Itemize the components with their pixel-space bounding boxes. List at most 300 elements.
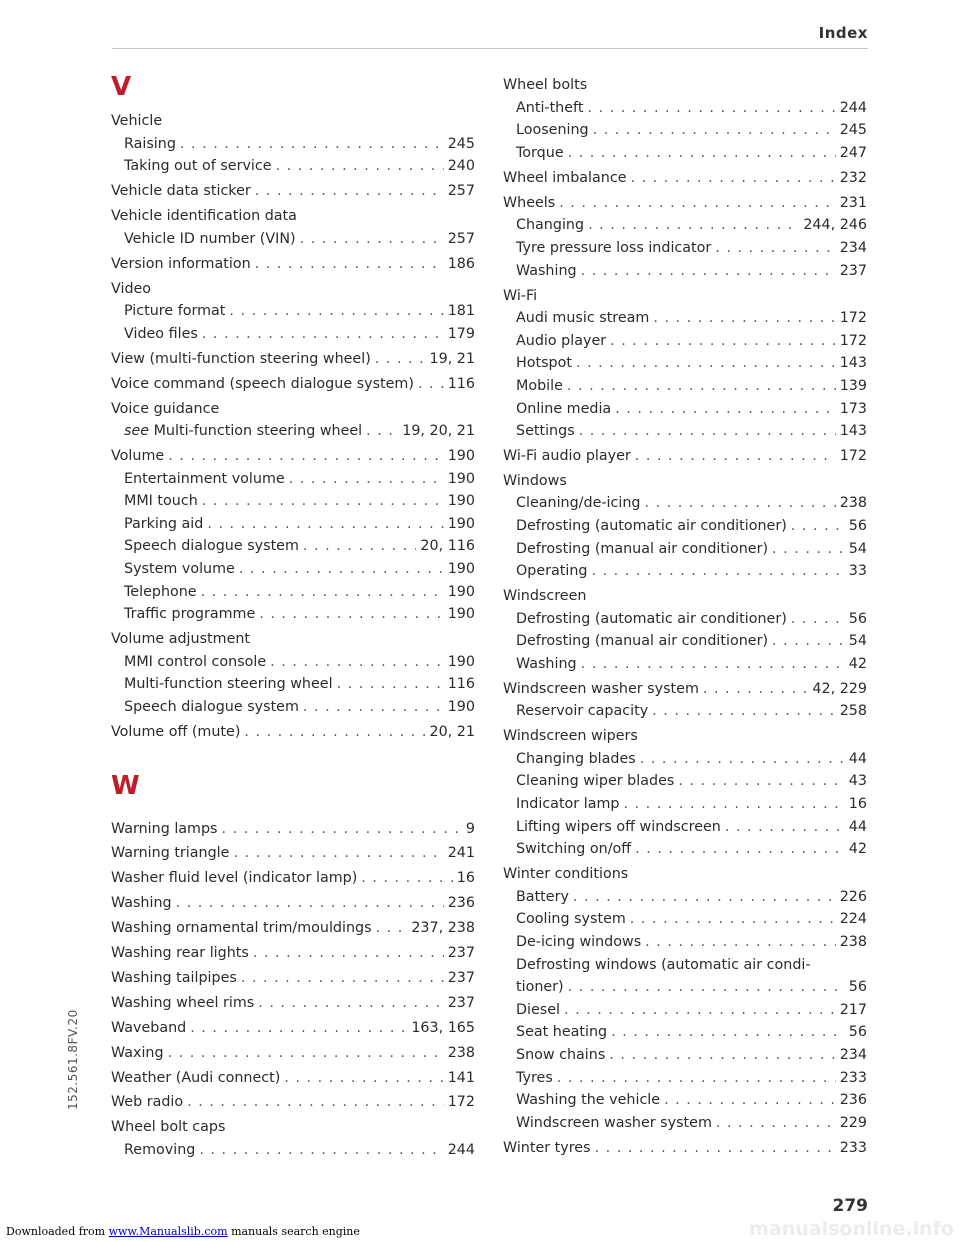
index-subentry [111, 696, 475, 719]
entry-label [516, 700, 648, 723]
dot-leader [202, 490, 444, 513]
entry-label [124, 420, 362, 443]
document-code: 152.561.8FV.20 [66, 1009, 80, 1110]
dot-leader [289, 468, 444, 491]
entry-label [124, 490, 198, 513]
entry-text: Cleaning/de-icing [516, 495, 641, 512]
index-subentry [503, 97, 867, 120]
index-entry [503, 285, 867, 308]
entry-text: Wheel bolts [503, 77, 588, 94]
index-subentry [111, 323, 475, 346]
entry-label [124, 558, 235, 581]
dot-leader [557, 1067, 836, 1090]
entry-text: De-icing windows [516, 933, 642, 950]
entry-label [111, 1116, 225, 1139]
index-subentry [503, 307, 867, 330]
entry-pages: 240 [447, 158, 475, 175]
dot-leader [253, 942, 444, 965]
index-entry [111, 628, 475, 651]
dot-leader [653, 307, 835, 330]
dot-leader [791, 515, 845, 538]
dot-leader [202, 323, 444, 346]
index-subentry [503, 560, 867, 583]
entry-text: Volume off (mute) [111, 723, 241, 740]
dot-leader [568, 976, 845, 999]
entry-pages: 237 [447, 994, 475, 1011]
dot-leader [222, 818, 462, 841]
entry-pages: 231 [839, 194, 867, 211]
index-entry [111, 1067, 475, 1090]
dot-leader [176, 892, 444, 915]
entry-pages: 190 [447, 515, 475, 532]
index-subentry [111, 581, 475, 604]
dot-leader [635, 445, 836, 468]
index-subentry [111, 673, 475, 696]
index-subentry [503, 515, 867, 538]
index-subentry [503, 770, 867, 793]
dot-leader [180, 133, 444, 156]
entry-text: Voice command (speech dialogue system) [111, 375, 414, 392]
entry-label [503, 285, 537, 308]
dot-leader [361, 867, 453, 890]
dot-leader [207, 513, 443, 536]
entry-text: Windscreen [503, 588, 587, 605]
entry-pages: 244, 246 [803, 217, 867, 234]
index-subentry [503, 492, 867, 515]
index-subentry [503, 330, 867, 353]
entry-text: Diesel [516, 1001, 560, 1018]
entry-label [111, 721, 240, 744]
entry-label [516, 653, 577, 676]
entry-label [111, 398, 219, 421]
index-subentry [503, 375, 867, 398]
entry-text: Traffic programme [124, 606, 256, 623]
entry-pages: 245 [839, 122, 867, 139]
entry-text: Warning lamps [111, 820, 218, 837]
index-subentry [111, 155, 475, 178]
entry-label [516, 931, 641, 954]
entry-label [111, 628, 250, 651]
index-subentry [503, 1089, 867, 1112]
entry-text: View (multi-function steering wheel) [111, 350, 371, 367]
entry-pages: 163, 165 [411, 1019, 475, 1036]
entry-text: Defrosting windows (automatic air condi- [516, 956, 811, 973]
entry-label [111, 445, 164, 468]
entry-label [111, 842, 229, 865]
entry-pages: 237, 238 [411, 920, 475, 937]
entry-text: Vehicle [111, 113, 163, 130]
index-entry [111, 398, 475, 421]
entry-text: Hotspot [516, 355, 572, 372]
entry-text: Online media [516, 400, 612, 417]
entry-pages: 238 [839, 495, 867, 512]
dot-leader [199, 1139, 443, 1162]
entry-text: Windscreen wipers [503, 728, 638, 745]
entry-pages: 232 [839, 169, 867, 186]
entry-label [111, 992, 254, 1015]
entry-text: Weather (Audi connect) [111, 1069, 281, 1086]
dot-leader [375, 348, 426, 371]
entry-pages: 217 [839, 1001, 867, 1018]
page-title: Index [818, 24, 868, 42]
dot-leader [640, 748, 845, 771]
dot-leader [255, 180, 444, 203]
entry-label [124, 133, 176, 156]
entry-label [516, 142, 564, 165]
dot-leader [652, 700, 836, 723]
entry-pages: 143 [839, 423, 867, 440]
entry-text: Anti-theft [516, 99, 584, 116]
index-subentry [111, 420, 475, 443]
index-entry [503, 445, 867, 468]
entry-label [124, 228, 296, 251]
index-subentry [503, 748, 867, 771]
dot-leader [579, 420, 836, 443]
dot-leader [581, 260, 836, 283]
dot-leader [284, 1067, 443, 1090]
entry-text: Defrosting (manual air conditioner) [516, 633, 769, 650]
entry-label [111, 253, 251, 276]
index-entry [111, 1116, 475, 1139]
dot-leader [303, 535, 417, 558]
dot-leader [303, 696, 444, 719]
entry-text: Washing [516, 262, 577, 279]
entry-label [124, 468, 285, 491]
entry-label [516, 1089, 660, 1112]
entry-text: Defrosting (manual air conditioner) [516, 540, 769, 557]
dot-leader [703, 678, 809, 701]
entry-label [516, 816, 721, 839]
entry-text: Switching on/off [516, 841, 632, 858]
dot-leader [168, 445, 444, 468]
index-entry [111, 818, 475, 841]
dot-leader [255, 253, 444, 276]
entry-label [516, 214, 584, 237]
dot-leader [190, 1017, 407, 1040]
entry-text: Multi-function steering wheel [153, 423, 363, 440]
entry-text: Seat heating [516, 1024, 608, 1041]
dot-leader [635, 838, 845, 861]
entry-pages: 54 [848, 633, 867, 650]
index-entry [503, 725, 867, 748]
dot-leader [611, 1021, 845, 1044]
entry-text: Winter conditions [503, 866, 629, 883]
index-subentry [111, 300, 475, 323]
entry-text: Washing wheel rims [111, 994, 255, 1011]
dot-leader [559, 192, 835, 215]
entry-label [111, 818, 218, 841]
entry-pages: 56 [848, 610, 867, 627]
entry-label [516, 1021, 607, 1044]
entry-label [516, 748, 636, 771]
entry-label [124, 603, 255, 626]
entry-text: Operating [516, 563, 588, 580]
index-subentry [111, 228, 475, 251]
index-entry [111, 110, 475, 133]
entry-pages: 190 [447, 698, 475, 715]
entry-text: Washer fluid level (indicator lamp) [111, 870, 358, 887]
entry-text: Video [111, 280, 152, 297]
entry-pages: 244 [839, 99, 867, 116]
entry-text: Warning triangle [111, 845, 230, 862]
index-subentry [111, 468, 475, 491]
entry-label [503, 1137, 591, 1160]
entry-label [111, 348, 371, 371]
entry-pages: 179 [447, 325, 475, 342]
entry-label [503, 863, 628, 886]
entry-pages: 19, 21 [429, 350, 475, 367]
entry-label [111, 1067, 280, 1090]
entry-pages: 190 [447, 560, 475, 577]
entry-label [111, 942, 249, 965]
entry-pages: 56 [848, 1024, 867, 1041]
entry-text: Vehicle identification data [111, 208, 297, 225]
index-entry [111, 1042, 475, 1065]
entry-label [503, 678, 699, 701]
entry-text: Defrosting (automatic air conditioner) [516, 518, 787, 535]
entry-text: Taking out of service [124, 158, 272, 175]
entry-pages: 16 [848, 796, 867, 813]
entry-pages: 236 [839, 1092, 867, 1109]
entry-pages: 257 [447, 230, 475, 247]
dot-leader [664, 1089, 836, 1112]
entry-pages: 16 [456, 870, 475, 887]
dot-leader [715, 237, 835, 260]
index-subentry [111, 603, 475, 626]
entry-label [124, 513, 203, 536]
entry-label [111, 278, 151, 301]
entry-pages: 234 [839, 1046, 867, 1063]
entry-pages: 44 [848, 818, 867, 835]
entry-label [516, 608, 787, 631]
entry-text: Settings [516, 423, 575, 440]
entry-label [516, 492, 640, 515]
entry-pages: 172 [839, 447, 867, 464]
entry-pages: 190 [447, 493, 475, 510]
index-entry [503, 678, 867, 701]
index-subentry [503, 398, 867, 421]
entry-text: Wheel bolt caps [111, 1119, 226, 1136]
dot-leader [716, 1112, 836, 1135]
dot-leader [258, 992, 443, 1015]
entry-text: Winter tyres [503, 1139, 591, 1156]
entry-label [516, 97, 583, 120]
entry-label [111, 205, 297, 228]
dot-leader [573, 886, 836, 909]
entry-text: Reservoir capacity [516, 703, 649, 720]
download-notice [6, 1225, 360, 1238]
entry-text: Entertainment volume [124, 470, 285, 487]
entry-text: Version information [111, 255, 251, 272]
index-subentry [503, 608, 867, 631]
dot-leader [791, 608, 845, 631]
index-entry [111, 967, 475, 990]
entry-pages: 190 [447, 653, 475, 670]
entry-label [516, 908, 626, 931]
entry-pages: 173 [839, 400, 867, 417]
index-subentry [503, 886, 867, 909]
entry-label [111, 1042, 164, 1065]
index-entry [111, 721, 475, 744]
dot-leader [772, 630, 845, 653]
index-entry [503, 1137, 867, 1160]
entry-label [503, 167, 627, 190]
entry-text: MMI control console [124, 653, 267, 670]
entry-label [111, 110, 162, 133]
index-subentry [503, 237, 867, 260]
entry-text: Loosening [516, 122, 589, 139]
entry-label [516, 119, 589, 142]
dot-leader [587, 97, 835, 120]
entry-label [503, 445, 631, 468]
index-entry [111, 942, 475, 965]
manualslib-link[interactable]: www.Manualslib.com [108, 1225, 228, 1238]
entry-pages: 56 [848, 979, 867, 996]
entry-label [111, 180, 251, 203]
entry-pages: 258 [839, 703, 867, 720]
dot-leader [591, 560, 844, 583]
entry-label [124, 696, 299, 719]
index-subentry [503, 1067, 867, 1090]
entry-label [516, 838, 631, 861]
entry-text: Windscreen washer system [516, 1114, 712, 1131]
dot-leader [576, 352, 836, 375]
entry-label [516, 1067, 553, 1090]
entry-pages: 190 [447, 606, 475, 623]
index-subentry [111, 651, 475, 674]
entry-label [516, 420, 575, 443]
entry-label [124, 323, 198, 346]
entry-text: Waxing [111, 1044, 164, 1061]
entry-label [516, 260, 577, 283]
entry-label [516, 375, 563, 398]
download-prefix: Downloaded from [6, 1225, 106, 1238]
index-column-right [503, 72, 867, 1159]
entry-pages: 172 [447, 1094, 475, 1111]
see-reference: see [124, 423, 150, 440]
entry-pages: 42 [848, 655, 867, 672]
entry-pages: 116 [447, 375, 475, 392]
dot-leader [610, 330, 836, 353]
dot-leader [568, 142, 836, 165]
dot-leader [270, 651, 444, 674]
entry-label [124, 581, 197, 604]
entry-pages: 56 [848, 518, 867, 535]
entry-pages: 237 [839, 262, 867, 279]
entry-text: Picture format [124, 303, 226, 320]
entry-label [111, 373, 414, 396]
entry-text: Washing [516, 655, 577, 672]
entry-pages: 233 [839, 1139, 867, 1156]
entry-label [516, 1112, 712, 1135]
index-entry [503, 192, 867, 215]
index-subentry [503, 816, 867, 839]
entry-label [516, 398, 611, 421]
index-subentry [111, 535, 475, 558]
index-subentry [503, 260, 867, 283]
entry-pages: 42 [848, 841, 867, 858]
entry-text: Changing blades [516, 750, 636, 767]
index-entry [111, 1091, 475, 1114]
index-subentry [503, 1044, 867, 1067]
index-subentry [503, 420, 867, 443]
entry-pages: 143 [839, 355, 867, 372]
index-subentry [503, 954, 867, 977]
entry-text: System volume [124, 560, 235, 577]
entry-text: Web radio [111, 1094, 184, 1111]
entry-label [516, 560, 587, 583]
dot-leader [300, 228, 444, 251]
index-subentry [503, 538, 867, 561]
page-number: 279 [832, 1196, 868, 1216]
index-subentry [503, 119, 867, 142]
entry-label [503, 585, 586, 608]
entry-text: Lifting wipers off windscreen [516, 818, 721, 835]
entry-label [111, 1091, 183, 1114]
entry-pages: 42, 229 [812, 680, 867, 697]
entry-pages: 19, 20, 21 [402, 423, 475, 440]
dot-leader [233, 842, 443, 865]
entry-label [503, 725, 638, 748]
index-entry [111, 278, 475, 301]
entry-label [516, 630, 768, 653]
entry-text: Cleaning wiper blades [516, 773, 675, 790]
entry-pages: 54 [848, 540, 867, 557]
entry-pages: 20, 21 [429, 723, 475, 740]
dot-leader [168, 1042, 444, 1065]
dot-leader [567, 375, 836, 398]
entry-label [516, 976, 564, 999]
index-subentry [111, 133, 475, 156]
entry-label [124, 1139, 195, 1162]
index-entry [111, 205, 475, 228]
index-column-left [111, 72, 475, 1161]
entry-text: Washing ornamental trim/mouldings [111, 920, 372, 937]
entry-text: Wi-Fi [503, 287, 538, 304]
entry-pages: 245 [447, 135, 475, 152]
dot-leader [187, 1091, 444, 1114]
index-subentry [111, 1139, 475, 1162]
entry-label [516, 793, 619, 816]
dot-leader [241, 967, 444, 990]
entry-text: Multi-function steering wheel [124, 676, 333, 693]
entry-text: Vehicle ID number (VIN) [124, 230, 296, 247]
entry-label [111, 1017, 186, 1040]
index-entry [111, 253, 475, 276]
dot-leader [593, 119, 836, 142]
entry-label [124, 651, 266, 674]
entry-label [124, 535, 299, 558]
dot-leader [595, 1137, 836, 1160]
index-entry [111, 892, 475, 915]
entry-text: Vehicle data sticker [111, 183, 251, 200]
dot-leader [564, 999, 836, 1022]
dot-leader [337, 673, 444, 696]
dot-leader [615, 398, 836, 421]
entry-text: Waveband [111, 1019, 187, 1036]
dot-leader [376, 917, 408, 940]
entry-text: Removing [124, 1141, 196, 1158]
entry-label [516, 515, 787, 538]
index-entry [503, 167, 867, 190]
index-subentry [111, 558, 475, 581]
entry-text: Wheel imbalance [503, 169, 627, 186]
entry-label [124, 300, 225, 323]
index-entry [111, 842, 475, 865]
entry-label [111, 917, 372, 940]
entry-pages: 229 [839, 1114, 867, 1131]
entry-label [516, 538, 768, 561]
